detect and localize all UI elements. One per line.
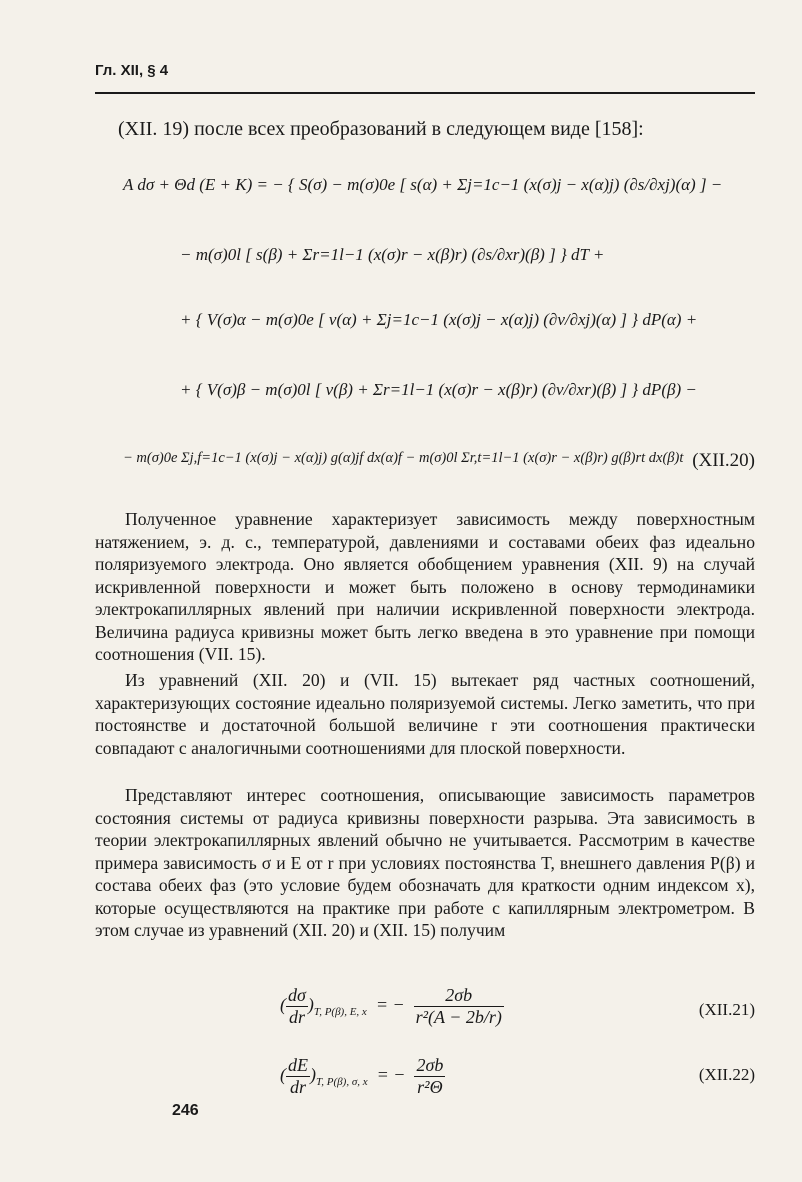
- running-head: Гл. XII, § 4: [95, 62, 169, 79]
- equation-line-4: + { V(σ)β − m(σ)0l [ v(β) + Σr=1l−1 (x(σ)r − x(β)r) (∂v/∂xr)(β) ] } dP(β) −: [180, 380, 697, 399]
- intro-line: (XII. 19) после всех преобразований в следующем виде [158]:: [118, 118, 644, 140]
- equation-number-xii20: (XII.20): [692, 450, 755, 471]
- eq21-lhs-denominator: dr: [288, 1007, 305, 1027]
- header-rule: [95, 92, 755, 94]
- eq22-lhs-subscript: T, P(β), σ, x: [316, 1076, 368, 1089]
- eq22-rhs-numerator: 2σb: [416, 1055, 444, 1075]
- eq21-sign: = −: [375, 994, 405, 1015]
- paragraph-1: Полученное уравнение характеризует зависимость между поверхностным натяжением, э. д. с., температурой, давлениями и составами обеих фаз идеально поляризуемого электрода. Оно является обобщением уравнения (XII. 9) на случай искривленной поверхности и может быть положено в основу термодинамики электрокапиллярных явлений при наличии искривленной поверхности электрода. Величина радиуса кривизны может быть легко введена в это уравнение при помощи соотношения (VII. 15).: [95, 509, 755, 664]
- equation-xii22: ( $\frac{dE}{dr}$ )$_{T, P(\beta), \sigma, x}$ = − $\frac{2\sigma b}{\text{r²Θ}}$: [280, 1055, 444, 1097]
- paragraph-3: Представляют интерес соотношения, описывающие зависимость параметров состояния системы от радиуса кривизны поверхности разрыва. Эта зависимость в теории электрокапиллярных явлений обычно не учитывается. Рассмотрим в качестве примера зависимость σ и E от r при условиях постоянства T, внешнего давления P(β) и состава обеих фаз (это условие будем обозначать для краткости одним индексом x), которые осуществляются на практике при работе с капиллярным электрометром. В этом случае из уравнений (XII. 20) и (XII. 15) получим: [95, 785, 755, 940]
- eq21-lhs-subscript: T, P(β), E, x: [313, 1006, 367, 1019]
- eq22-sign: = −: [376, 1064, 406, 1085]
- paragraph-2: Из уравнений (XII. 20) и (VII. 15) вытекает ряд частных соотношений, характеризующих состояние идеально поляризуемой системы. Легко заметить, что при постоянстве и достаточной большой величине r эти соотношения практически совпадают с аналогичными соотношениями для плоской поверхности.: [95, 670, 755, 758]
- eq21-rhs-numerator: 2σb: [414, 985, 504, 1007]
- equation-number-xii21: (XII.21): [698, 1000, 755, 1019]
- page-number: 246: [172, 1102, 199, 1119]
- equation-line-3: + { V(σ)α − m(σ)0e [ v(α) + Σj=1c−1 (x(σ)j − x(α)j) (∂v/∂xj)(α) ] } dP(α) +: [180, 310, 698, 329]
- eq22-lhs-denominator: dr: [289, 1077, 306, 1097]
- equation-line-2: − m(σ)0l [ s(β) + Σr=1l−1 (x(σ)r − x(β)r) (∂s/∂xr)(β) ] } dT +: [180, 245, 605, 264]
- eq22-lhs-numerator: dE: [288, 1055, 308, 1075]
- equation-line-5: − m(σ)0e Σj,f=1c−1 (x(σ)j − x(α)j) g(α)jf dx(α)f − m(σ)0l Σr,t=1l−1 (x(σ)r − x(β)r) g(β)rt dx(β)t: [123, 450, 684, 466]
- equation-xii21: ( $\frac{d\sigma}{dr}$ )$_{T, P(\beta), E, x}$ = − $\frac{2\sigma b}{\text{r²(A − 2b/r)}}$: [280, 985, 502, 1027]
- equation-line-1: A dσ + Θd (E + K) = − { S(σ) − m(σ)0e [ s(α) + Σj=1c−1 (x(σ)j − x(α)j) (∂s/∂xj)(α) ] −: [123, 175, 723, 194]
- eq22-rhs-denominator: r²Θ: [417, 1077, 443, 1097]
- eq21-lhs-numerator: dσ: [288, 985, 306, 1005]
- eq21-rhs-denominator: r²(A − 2b/r): [415, 1007, 502, 1027]
- equation-xii20: [95, 150, 755, 490]
- equation-number-xii22: (XII.22): [698, 1065, 755, 1084]
